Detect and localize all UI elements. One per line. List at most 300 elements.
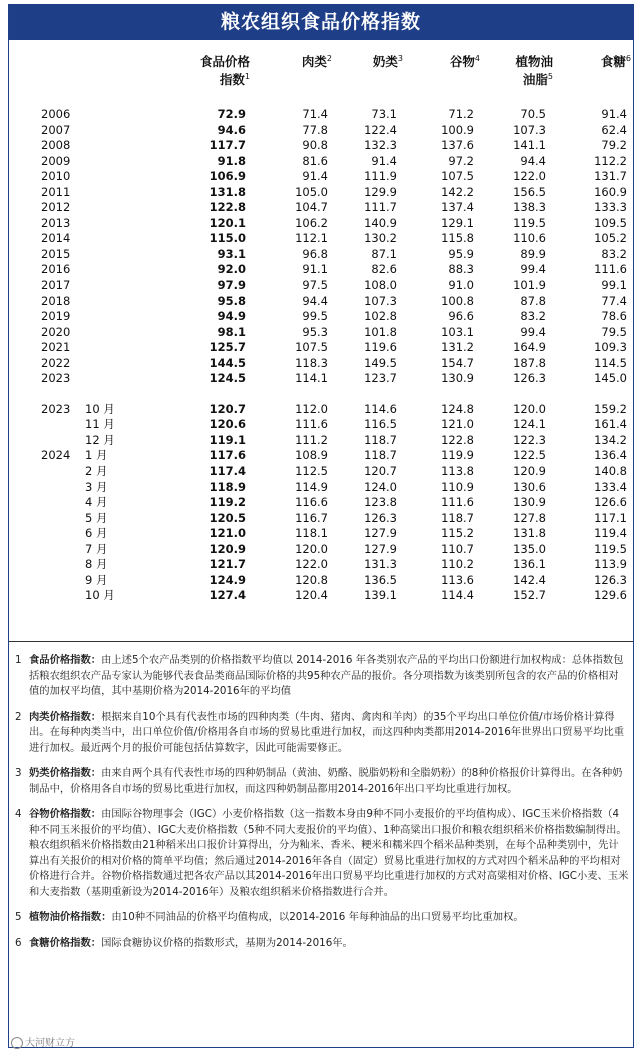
row-year: 2008: [41, 138, 71, 153]
footnote-number: 2: [15, 710, 22, 723]
row-year: 2007: [41, 122, 71, 137]
footnote-number: 5: [15, 911, 22, 923]
cell-dairy: 118.7: [364, 448, 397, 463]
cell-oils: 142.4: [513, 572, 546, 587]
table-row: [9, 371, 633, 387]
cell-food-index: 120.1: [209, 215, 246, 230]
cell-cereals: 137.6: [441, 138, 474, 153]
table-row: [9, 557, 633, 573]
row-year: 2010: [41, 169, 71, 184]
header-sup: 2: [326, 54, 332, 63]
cell-oils: 131.8: [513, 526, 546, 541]
cell-oils: 107.3: [513, 122, 546, 137]
cell-sugar: 134.2: [594, 432, 627, 447]
footnote-label: 奶类价格指数：: [29, 767, 102, 779]
cell-oils: 70.5: [520, 107, 546, 121]
cell-food-index: 125.7: [209, 340, 246, 355]
cell-cereals: 100.9: [441, 122, 474, 137]
cell-food-index: 117.7: [209, 138, 246, 153]
table-row: [9, 480, 633, 496]
footnote-text: 国际食糖协议价格的指数形式，基期为2014-2016年。: [101, 936, 353, 949]
cell-dairy: 130.2: [364, 231, 397, 246]
row-year: 2023: [41, 401, 71, 416]
cell-food-index: 124.9: [209, 572, 246, 587]
cell-meat: 106.2: [295, 215, 328, 230]
cell-sugar: 159.2: [594, 401, 627, 416]
cell-dairy: 124.0: [364, 479, 397, 494]
table-row: [9, 185, 633, 201]
header-sup: 3: [397, 54, 403, 63]
cell-meat: 77.8: [302, 122, 328, 137]
cell-sugar: 109.3: [594, 340, 627, 355]
cell-cereals: 114.4: [441, 588, 474, 603]
cell-oils: 110.6: [513, 231, 546, 246]
row-year: 2021: [41, 340, 71, 355]
cell-meat: 120.4: [295, 588, 328, 603]
cell-meat: 91.4: [302, 169, 328, 184]
table-row: [9, 417, 633, 433]
header-sup: 5: [547, 72, 553, 81]
cell-sugar: 119.5: [594, 541, 627, 556]
cell-meat: 114.1: [295, 371, 328, 386]
footnote-number: 6: [15, 936, 22, 949]
table-row: [9, 294, 633, 310]
row-year: 2016: [41, 262, 71, 277]
cell-dairy: 119.6: [364, 340, 397, 355]
row-year: 2022: [41, 355, 71, 370]
cell-oils: 101.9: [513, 278, 546, 293]
cell-food-index: 144.5: [209, 355, 246, 370]
cell-dairy: 131.3: [364, 557, 397, 572]
watermark-text: 大河财立方: [25, 1038, 75, 1049]
cell-cereals: 129.1: [441, 215, 474, 230]
cell-food-index: 120.9: [209, 541, 246, 556]
header-vegetable-oils: [483, 53, 553, 89]
header-line1: 植物油: [515, 54, 553, 69]
footnote-text: 根据来自10个具有代表性市场的四种肉类（牛肉、猪肉、禽肉和羊肉）的35个平均出口单位价值/市场价格计算得出。在每种肉类当中，出口单位价值/价格用各自市场的贸易比重进行加权，而这四种肉类都用2014-2016年世界出口贸易平均比重进行加权。最近两个月的报价可能包括估算数字，因此可能需要修正。: [29, 710, 625, 754]
cell-meat: 120.0: [295, 541, 328, 556]
cell-sugar: 136.4: [594, 448, 627, 463]
cell-sugar: 78.6: [601, 309, 627, 324]
header-line2: 指数: [219, 72, 245, 87]
cell-meat: 105.0: [295, 184, 328, 199]
row-year: 2011: [41, 184, 71, 199]
header-food-price-index: [170, 53, 250, 89]
cell-oils: 156.5: [513, 184, 546, 199]
cell-meat: 71.4: [302, 107, 328, 121]
row-year: 2012: [41, 200, 71, 215]
row-year: 2019: [41, 309, 71, 324]
cell-sugar: 79.5: [601, 324, 627, 339]
cell-dairy: 101.8: [364, 324, 397, 339]
watermark: [11, 1034, 75, 1049]
cell-cereals: 71.2: [448, 107, 474, 121]
cell-cereals: 115.2: [441, 526, 474, 541]
cell-meat: 118.1: [295, 526, 328, 541]
cell-food-index: 115.0: [209, 231, 246, 246]
cell-sugar: 99.1: [601, 278, 627, 293]
cell-meat: 107.5: [295, 340, 328, 355]
table-row: [9, 526, 633, 542]
cell-oils: 94.4: [520, 153, 546, 168]
cell-food-index: 94.9: [217, 309, 246, 324]
cell-oils: 130.9: [513, 495, 546, 510]
table-row: [9, 573, 633, 589]
row-month: 9 月: [85, 572, 108, 587]
row-year: 2015: [41, 246, 71, 261]
table-row: [9, 542, 633, 558]
cell-oils: 164.9: [513, 340, 546, 355]
cell-dairy: 140.9: [364, 215, 397, 230]
cell-meat: 95.3: [302, 324, 328, 339]
cell-sugar: 109.5: [594, 215, 627, 230]
cell-meat: 96.8: [302, 246, 328, 261]
cell-meat: 111.2: [295, 432, 328, 447]
cell-food-index: 120.5: [209, 510, 246, 525]
cell-oils: 120.0: [513, 401, 546, 416]
cell-dairy: 123.7: [364, 371, 397, 386]
cell-dairy: 114.6: [364, 401, 397, 416]
footnote-label: 食糖价格指数：: [29, 936, 102, 949]
row-month: 4 月: [85, 495, 108, 510]
table-row: [9, 247, 633, 263]
footnote-text: 由10种不同油品的价格平均值构成，以2014-2016 年每种油品的出口贸易平均比重加权。: [111, 911, 524, 923]
cell-food-index: 117.4: [209, 464, 246, 479]
cell-cereals: 131.2: [441, 340, 474, 355]
cell-dairy: 111.9: [364, 169, 397, 184]
cell-dairy: 116.5: [364, 417, 397, 432]
row-year: 2024: [41, 448, 71, 463]
table-row: [9, 278, 633, 294]
header-line1: 食品价格: [199, 54, 250, 69]
footnote: [15, 936, 629, 952]
footnote-number: 4: [15, 808, 22, 820]
cell-food-index: 122.8: [209, 200, 246, 215]
cell-food-index: 97.9: [217, 278, 246, 293]
cell-sugar: 77.4: [601, 293, 627, 308]
cell-oils: 187.8: [513, 355, 546, 370]
table-row: [9, 511, 633, 527]
footnote-label: 食品价格指数：: [29, 654, 102, 666]
cell-meat: 99.5: [302, 309, 328, 324]
cell-cereals: 113.8: [441, 464, 474, 479]
cell-oils: 152.7: [513, 588, 546, 603]
cell-meat: 81.6: [302, 153, 328, 168]
row-month: 3 月: [85, 479, 108, 494]
cell-food-index: 119.2: [209, 495, 246, 510]
footnote: [15, 653, 629, 700]
cell-cereals: 110.9: [441, 479, 474, 494]
row-year: 2018: [41, 293, 71, 308]
cell-meat: 108.9: [295, 448, 328, 463]
cell-dairy: 129.9: [364, 184, 397, 199]
cell-cereals: 124.8: [441, 401, 474, 416]
table-title: 粮农组织食品价格指数: [9, 5, 633, 40]
cell-meat: 112.0: [295, 401, 328, 416]
cell-cereals: 96.6: [448, 309, 474, 324]
cell-food-index: 117.6: [209, 448, 246, 463]
footnote-text: 由国际谷物理事会（IGC）小麦价格指数（这一指数本身由9种不同小麦报价的平均值构成）、IGC玉米价格指数（4种不同玉米报价的平均值）、IGC大麦价格指数（5种不同大麦报价的平均值）、1种高粱出口报价和粮农组织稻米价格指数编制得出。粮农组织稻米价格指数由21种稻米出口报价计算得出，分为籼米、香米、粳米和糯米四个稻米品种类别，在每个品种类别中，先计算出有关报价的相对价格的简单平均值；然后通过2014-2016年各自（固定）贸易比重进行加权的方式对四个稻米品种的平均相对价格进行合并。谷物价格指数通过把各农产品以其2014-2016年出口贸易平均比重进行加权的方式对高粱相对价格、IGC小麦、玉米和大麦指数（基期重新设为2014-2016年）及粮农组织稻米价格指数进行合并。: [29, 808, 629, 898]
cell-sugar: 160.9: [594, 184, 627, 199]
cell-meat: 122.0: [295, 557, 328, 572]
footnote: [15, 807, 629, 900]
footnote-text: 由来自两个具有代表性市场的四种奶制品（黄油、奶酪、脱脂奶粉和全脂奶粉）的8种价格报价计算得出。在各种奶制品中，价格用各自市场的贸易比重进行加权，而这四种奶制品都用2014-2016年出口平均比重进行加权。: [29, 767, 623, 795]
cell-cereals: 137.4: [441, 200, 474, 215]
header-sup: 4: [474, 54, 480, 63]
cell-meat: 94.4: [302, 293, 328, 308]
table-row: [9, 216, 633, 232]
footnotes: [15, 653, 629, 961]
cell-dairy: 126.3: [364, 510, 397, 525]
cell-cereals: 130.9: [441, 371, 474, 386]
cell-dairy: 73.1: [371, 107, 397, 121]
table-row: [9, 309, 633, 325]
cell-food-index: 98.1: [217, 324, 246, 339]
row-month: 10 月: [85, 401, 115, 416]
footnote: [15, 766, 629, 797]
cell-cereals: 95.9: [448, 246, 474, 261]
cell-sugar: 126.3: [594, 572, 627, 587]
row-month: 1 月: [85, 448, 108, 463]
cell-sugar: 126.6: [594, 495, 627, 510]
cell-dairy: 118.7: [364, 432, 397, 447]
cell-food-index: 95.8: [217, 293, 246, 308]
cell-meat: 114.9: [295, 479, 328, 494]
cell-oils: 122.3: [513, 432, 546, 447]
cell-meat: 120.8: [295, 572, 328, 587]
cell-oils: 141.1: [513, 138, 546, 153]
footnote-label: 谷物价格指数：: [29, 808, 102, 820]
footnote-number: 3: [15, 767, 22, 779]
row-year: 2009: [41, 153, 71, 168]
cell-oils: 124.1: [513, 417, 546, 432]
cell-sugar: 79.2: [601, 138, 627, 153]
cell-cereals: 110.7: [441, 541, 474, 556]
cell-cereals: 154.7: [441, 355, 474, 370]
table-row: [9, 154, 633, 170]
row-month: 2 月: [85, 464, 108, 479]
table-row: [9, 138, 633, 154]
footnote-number: 1: [15, 654, 22, 666]
cell-dairy: 149.5: [364, 355, 397, 370]
cell-sugar: 83.2: [601, 246, 627, 261]
header-sugar: [571, 53, 631, 71]
cell-dairy: 111.7: [364, 200, 397, 215]
cell-oils: 119.5: [513, 215, 546, 230]
table-row: [9, 588, 633, 604]
cell-meat: 116.6: [295, 495, 328, 510]
cell-meat: 90.8: [302, 138, 328, 153]
section-gap: [9, 387, 633, 402]
table-row: [9, 402, 633, 418]
table-row: [9, 433, 633, 449]
row-year: 2017: [41, 278, 71, 293]
cell-food-index: 119.1: [209, 432, 246, 447]
cell-dairy: 120.7: [364, 464, 397, 479]
header-sup: 6: [625, 54, 631, 63]
header-line2: 食糖: [600, 54, 626, 69]
cell-sugar: 133.4: [594, 479, 627, 494]
table-row: [9, 356, 633, 372]
cell-cereals: 119.9: [441, 448, 474, 463]
row-year: 2006: [41, 107, 71, 121]
cell-sugar: 140.8: [594, 464, 627, 479]
table-row: [9, 107, 633, 123]
table-row: [9, 325, 633, 341]
row-month: 7 月: [85, 541, 108, 556]
cell-meat: 104.7: [295, 200, 328, 215]
cell-cereals: 111.6: [441, 495, 474, 510]
cell-sugar: 117.1: [594, 510, 627, 525]
cell-oils: 136.1: [513, 557, 546, 572]
cell-oils: 99.4: [520, 324, 546, 339]
cell-meat: 111.6: [295, 417, 328, 432]
row-year: 2014: [41, 231, 71, 246]
row-month: 8 月: [85, 557, 108, 572]
cell-food-index: 92.0: [217, 262, 246, 277]
cell-meat: 116.7: [295, 510, 328, 525]
table-row: [9, 231, 633, 247]
cell-dairy: 123.8: [364, 495, 397, 510]
cell-cereals: 121.0: [441, 417, 474, 432]
cell-food-index: 121.0: [209, 526, 246, 541]
cell-food-index: 91.8: [217, 153, 246, 168]
header-line2: 奶类: [372, 54, 398, 69]
cell-sugar: 105.2: [594, 231, 627, 246]
cell-sugar: 133.3: [594, 200, 627, 215]
row-year: 2023: [41, 371, 71, 386]
row-month: 11 月: [85, 417, 115, 432]
cell-cereals: 142.2: [441, 184, 474, 199]
header-meat: [272, 53, 332, 71]
cell-meat: 97.5: [302, 278, 328, 293]
footnote-label: 肉类价格指数：: [29, 710, 102, 723]
cell-oils: 138.3: [513, 200, 546, 215]
price-table: [9, 107, 633, 604]
cell-cereals: 88.3: [448, 262, 474, 277]
cell-oils: 87.8: [520, 293, 546, 308]
cell-sugar: 145.0: [594, 371, 627, 386]
cell-dairy: 139.1: [364, 588, 397, 603]
cell-dairy: 107.3: [364, 293, 397, 308]
cell-cereals: 110.2: [441, 557, 474, 572]
header-line2: 油脂: [522, 72, 548, 87]
table-row: [9, 495, 633, 511]
cell-oils: 120.9: [513, 464, 546, 479]
cell-sugar: 131.7: [594, 169, 627, 184]
cell-oils: 89.9: [520, 246, 546, 261]
cell-oils: 122.0: [513, 169, 546, 184]
cell-dairy: 132.3: [364, 138, 397, 153]
cell-food-index: 120.6: [209, 417, 246, 432]
cell-cereals: 118.7: [441, 510, 474, 525]
header-line2: 谷物: [449, 54, 475, 69]
cell-meat: 112.5: [295, 464, 328, 479]
cell-sugar: 119.4: [594, 526, 627, 541]
cell-sugar: 91.4: [601, 107, 627, 121]
cell-dairy: 102.8: [364, 309, 397, 324]
header-dairy: [343, 53, 403, 71]
cell-food-index: 121.7: [209, 557, 246, 572]
cell-food-index: 118.9: [209, 479, 246, 494]
table-row: [9, 169, 633, 185]
footnote-label: 植物油价格指数：: [29, 911, 112, 923]
header-cereals: [420, 53, 480, 71]
cell-meat: 91.1: [302, 262, 328, 277]
column-headers: [9, 53, 633, 95]
footnote-text: 由上述5个农产品类别的价格指数平均值以 2014-2016 年各类别农产品的平均出口份额进行加权构成：总体指数包括粮农组织农产品专家认为能够代表食品类商品国际价格的共95种农产品的报价。各分项指数为该类别所包含的农产品的价格相对值的加权平均值，其中基期价格为2014-2016年的平均值: [29, 654, 624, 697]
cell-oils: 126.3: [513, 371, 546, 386]
row-month: 12 月: [85, 432, 115, 447]
cell-dairy: 136.5: [364, 572, 397, 587]
cell-sugar: 129.6: [594, 588, 627, 603]
cell-oils: 127.8: [513, 510, 546, 525]
cell-food-index: 72.9: [217, 107, 246, 121]
cell-food-index: 93.1: [217, 246, 246, 261]
table-row: [9, 200, 633, 216]
header-line2: 肉类: [301, 54, 327, 69]
cell-dairy: 82.6: [371, 262, 397, 277]
cell-sugar: 161.4: [594, 417, 627, 432]
cell-cereals: 107.5: [441, 169, 474, 184]
footnote: [15, 910, 629, 926]
cell-food-index: 131.8: [209, 184, 246, 199]
cell-sugar: 113.9: [594, 557, 627, 572]
cell-cereals: 113.6: [441, 572, 474, 587]
table-row: [9, 262, 633, 278]
row-month: 5 月: [85, 510, 108, 525]
cell-food-index: 124.5: [209, 371, 246, 386]
cell-food-index: 106.9: [209, 169, 246, 184]
cell-cereals: 100.8: [441, 293, 474, 308]
cell-oils: 99.4: [520, 262, 546, 277]
row-year: 2013: [41, 215, 71, 230]
cell-oils: 130.6: [513, 479, 546, 494]
cell-dairy: 91.4: [371, 153, 397, 168]
cell-dairy: 127.9: [364, 541, 397, 556]
cell-dairy: 87.1: [371, 246, 397, 261]
cell-oils: 83.2: [520, 309, 546, 324]
cell-sugar: 112.2: [594, 153, 627, 168]
row-month: 10 月: [85, 588, 115, 603]
cell-food-index: 94.6: [217, 122, 246, 137]
cell-sugar: 62.4: [601, 122, 627, 137]
footnote: [15, 710, 629, 757]
cell-dairy: 127.9: [364, 526, 397, 541]
row-year: 2020: [41, 324, 71, 339]
cell-meat: 112.1: [295, 231, 328, 246]
cell-sugar: 114.5: [594, 355, 627, 370]
cell-cereals: 91.0: [448, 278, 474, 293]
notes-divider: [9, 641, 633, 642]
report-frame: [8, 4, 634, 1048]
cell-oils: 122.5: [513, 448, 546, 463]
cell-cereals: 122.8: [441, 432, 474, 447]
row-month: 6 月: [85, 526, 108, 541]
cell-cereals: 115.8: [441, 231, 474, 246]
table-row: [9, 464, 633, 480]
cell-sugar: 111.6: [594, 262, 627, 277]
cell-cereals: 103.1: [441, 324, 474, 339]
table-row: [9, 123, 633, 139]
table-row: [9, 448, 633, 464]
cell-food-index: 120.7: [209, 401, 246, 416]
header-sup: 1: [244, 72, 250, 81]
cell-dairy: 122.4: [364, 122, 397, 137]
cell-food-index: 127.4: [209, 588, 246, 603]
weibo-icon: [11, 1037, 23, 1049]
cell-dairy: 108.0: [364, 278, 397, 293]
